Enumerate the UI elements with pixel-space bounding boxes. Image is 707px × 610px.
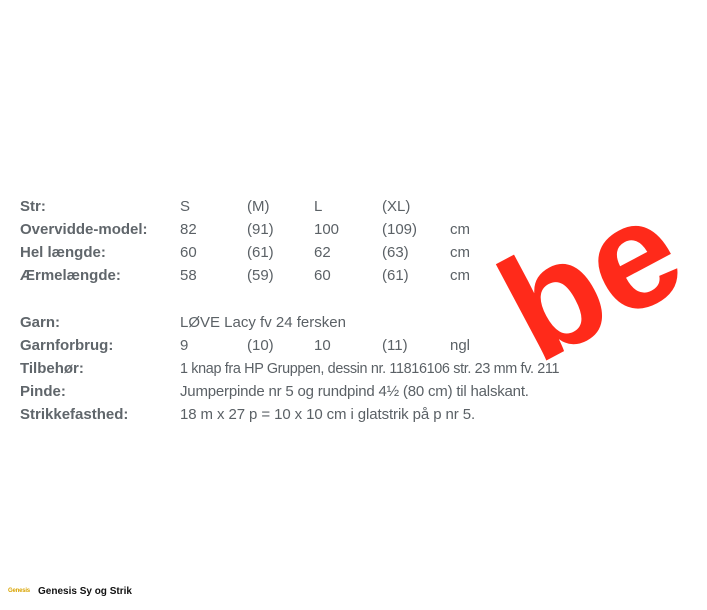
measurement-value: (59) (247, 267, 274, 284)
accessories-label: Tilbehør: (20, 360, 84, 377)
measurement-value: 100 (314, 221, 340, 238)
measurement-unit: cm (450, 244, 470, 261)
accessories-value: 1 knap fra HP Gruppen, dessin nr. 11816106 str. 23 mm fv. 211 (180, 361, 560, 377)
brand-name: Genesis Sy og Strik (38, 585, 132, 597)
yarn-label: Garn: (20, 314, 61, 331)
measurement-value: (61) (247, 244, 274, 261)
measurement-value: 60 (314, 267, 331, 284)
brand-footer (8, 584, 132, 598)
size-m: (M) (247, 198, 270, 215)
size-l: L (314, 198, 323, 215)
measurement-unit: cm (450, 221, 470, 238)
measurement-value: 58 (180, 267, 197, 284)
yarn-usage-value: (10) (247, 337, 274, 354)
measurement-value: 82 (180, 221, 197, 238)
measurement-label: Hel længde: (20, 244, 106, 261)
red-logo-text: be (473, 162, 707, 394)
size-s: S (180, 198, 191, 215)
measurement-value: (109) (382, 221, 418, 238)
measurement-label: Overvidde-model: (20, 221, 148, 238)
measurement-value: (91) (247, 221, 274, 238)
yarn-usage-value: 9 (180, 337, 189, 354)
measurement-value: (63) (382, 244, 409, 261)
yarn-usage-value: (11) (382, 337, 408, 354)
sizes-label: Str: (20, 198, 46, 215)
yarn-value: LØVE Lacy fv 24 fersken (180, 314, 346, 331)
yarn-usage-label: Garnforbrug: (20, 337, 114, 354)
measurement-label: Ærmelængde: (20, 267, 121, 284)
size-xl: (XL) (382, 198, 411, 215)
yarn-usage-unit: ngl (450, 337, 471, 354)
gauge-value: 18 m x 27 p = 10 x 10 cm i glatstrik på p nr 5. (180, 406, 476, 423)
measurement-value: 62 (314, 244, 331, 261)
gauge-label: Strikkefasthed: (20, 406, 129, 423)
measurement-value: 60 (180, 244, 197, 261)
measurement-value: (61) (382, 267, 409, 284)
yarn-usage-value: 10 (314, 337, 331, 354)
needles-value: Jumperpinde nr 5 og rundpind 4½ (80 cm) til halskant. (180, 383, 529, 400)
needles-label: Pinde: (20, 383, 66, 400)
measurement-unit: cm (450, 267, 470, 284)
brand-logo: Genesis (8, 588, 30, 594)
